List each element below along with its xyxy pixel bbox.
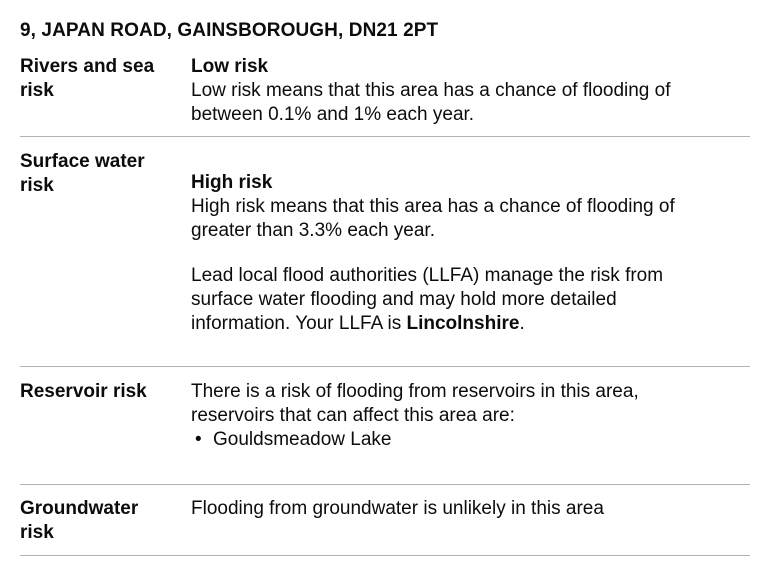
llfa-info: Lead local flood authorities (LLFA) manage the risk from surface water flooding and may hold more detailed information. Your LLFA is Lincolnshire. <box>191 265 664 334</box>
rivers-sea-content <box>191 55 751 127</box>
surface-water-label: Surface water risk <box>20 151 145 196</box>
groundwater-label: Groundwater risk <box>20 498 139 543</box>
divider <box>20 366 750 367</box>
surface-water-description: High risk means that this area has a chance of flooding of greater than 3.3% each year. <box>191 196 675 241</box>
rivers-sea-risk-level: Low risk <box>191 56 269 77</box>
groundwater-description: Flooding from groundwater is unlikely in this area <box>191 498 604 519</box>
llfa-name: Lincolnshire <box>406 313 520 334</box>
surface-water-risk-level: High risk <box>191 172 273 193</box>
divider <box>20 555 750 556</box>
rivers-sea-label: Rivers and sea risk <box>20 56 155 101</box>
surface-water-content <box>191 171 751 336</box>
divider <box>20 136 750 137</box>
list-item: • Gouldsmeadow Lake <box>195 429 392 450</box>
rivers-sea-description: Low risk means that this area has a chance of flooding of between 0.1% and 1% each year. <box>191 80 671 125</box>
reservoir-label: Reservoir risk <box>20 381 147 402</box>
divider <box>20 484 750 485</box>
reservoir-content: There is a risk of flooding from reservoirs in this area, reservoirs that can affect this area are: • Gouldsmeadow Lake <box>191 380 751 452</box>
reservoir-list <box>191 428 751 452</box>
property-address: 9, JAPAN ROAD, GAINSBOROUGH, DN21 2PT <box>20 20 439 41</box>
